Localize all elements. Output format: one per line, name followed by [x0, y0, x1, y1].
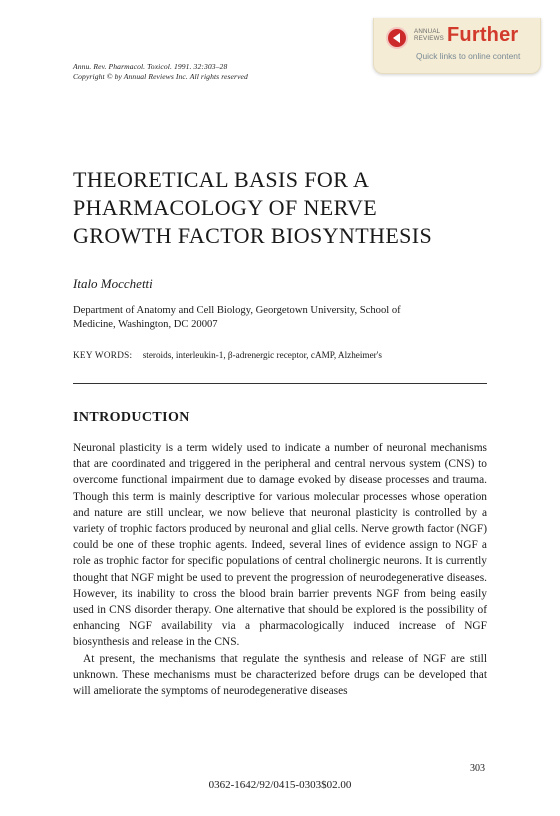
issn-code: 0362-1642/92/0415-0303$02.00 — [208, 779, 352, 791]
annual-reviews-label: ANNUAL REVIEWS — [414, 28, 444, 42]
further-wordmark: Further — [447, 24, 519, 46]
keywords-label: KEY WORDS: — [73, 350, 133, 360]
keywords-list: steroids, interleukin-1, β-adrenergic receptor, cAMP, Alzheimer's — [142, 350, 382, 360]
title-line-2: PHARMACOLOGY OF NERVE — [73, 195, 378, 220]
author-name: Italo Mocchetti — [73, 276, 153, 291]
citation-line-1: Annu. Rev. Pharmacol. Toxicol. 1991. 32:303–28 — [73, 62, 228, 71]
annual-reviews-further-banner[interactable] — [373, 18, 541, 74]
article-title — [73, 166, 493, 250]
title-line-3: GROWTH FACTOR BIOSYNTHESIS — [73, 223, 433, 248]
paragraph: At present, the mechanisms that regulate the synthesis and release of NGF are still unknown. These mechanisms must be characterized before drugs can be developed that will ameliorate the symptoms of neurodegenerative diseases — [73, 652, 487, 698]
body-text — [73, 440, 487, 699]
speaker-icon — [386, 27, 408, 49]
journal-citation — [73, 62, 248, 82]
title-line-1: THEORETICAL BASIS FOR A — [73, 167, 370, 192]
citation-line-2: Copyright © by Annual Reviews Inc. All rights reserved — [73, 72, 248, 81]
paragraph: Neuronal plasticity is a term widely used to indicate a number of neuronal mechanisms that are coordinated and triggered in the peripheral and central nervous system (CNS) to overcome functional impairment due to damage evoked by disease processes and trauma. Though this term is mainly descriptive for various molecular processes whose operation and nature are still unclear, we now believe that neuronal plasticity is controlled by a variety of trophic factors produced by neuronal and glial cells. Nerve growth factor (NGF) could be one of these trophic agents. Indeed, several lines of evidence assign to NGF a role as trophic factor for specific populations of central cholinergic neurons. It is currently thought that NGF might be used to prevent the progression of neurodegenerative diseases. However, its inability to cross the blood brain barrier prevents NGF from being easily used in CNS disorder therapy. One alternative that should be explored is the possibility of enhancing NGF availability via a pharmacologically induced increase of NGF biosynthesis and release in the CNS. — [73, 442, 487, 649]
author-affiliation: Department of Anatomy and Cell Biology, Georgetown University, School of Medicine, Washington, DC 20007 — [73, 305, 401, 330]
section-heading-introduction: INTRODUCTION — [73, 410, 190, 425]
divider — [73, 383, 487, 384]
keywords — [73, 350, 382, 360]
quick-links-text: Quick links to online content — [416, 51, 521, 61]
page-number: 303 — [470, 763, 485, 774]
